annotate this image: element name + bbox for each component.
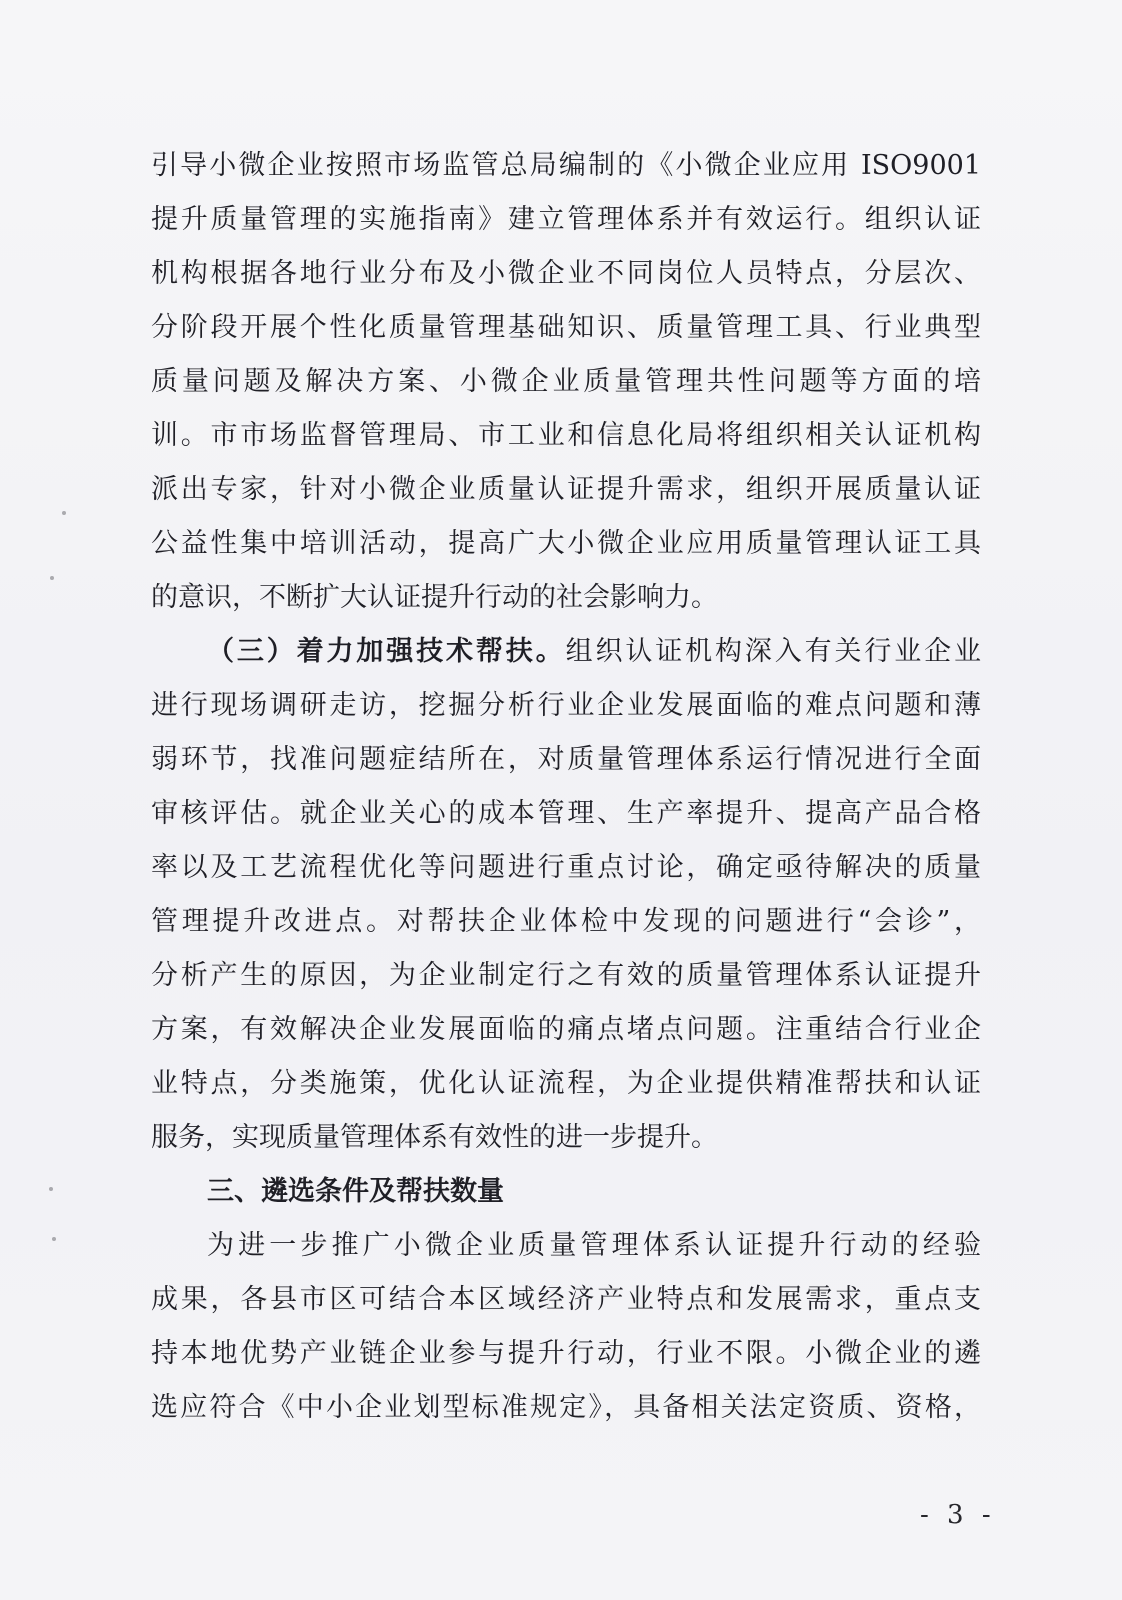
text-line: 选应符合《中小企业划型标准规定》，具备相关法定资质、资格， [151, 1392, 981, 1423]
scan-dot [50, 576, 54, 580]
section-3-heading: （三）着力加强技术帮扶。 [207, 636, 566, 667]
text-line: 进行现场调研走访，挖掘分析行业企业发展面临的难点问题和薄 [151, 690, 981, 721]
text-line: 率以及工艺流程优化等问题进行重点讨论，确定亟待解决的质量 [151, 852, 981, 883]
text-line: 成果，各县市区可结合本区域经济产业特点和发展需求，重点支 [151, 1284, 981, 1315]
text-line: 公益性集中培训活动，提高广大小微企业应用质量管理认证工具 [151, 528, 981, 559]
text-line: 的意识，不断扩大认证提升行动的社会影响力。 [151, 582, 718, 613]
text-line: 派出专家，针对小微企业质量认证提升需求，组织开展质量认证 [151, 474, 981, 505]
section-3-first-line-text: 组织认证机构深入有关行业企业 [565, 636, 982, 667]
text-line: 质量问题及解决方案、小微企业质量管理共性问题等方面的培 [151, 366, 981, 397]
page-number: - 3 - [920, 1500, 996, 1530]
scan-dot [62, 511, 66, 515]
section-3-first-line [151, 625, 981, 679]
body-text [151, 139, 981, 1435]
text-line: 分阶段开展个性化质量管理基础知识、质量管理工具、行业典型 [151, 312, 981, 343]
text-line: 机构根据各地行业分布及小微企业不同岗位人员特点，分层次、 [151, 258, 981, 289]
scan-dot [52, 1237, 56, 1241]
text-line: 持本地优势产业链企业参与提升行动，行业不限。小微企业的遴 [151, 1338, 981, 1369]
text-line: 方案，有效解决企业发展面临的痛点堵点问题。注重结合行业企 [151, 1014, 981, 1045]
text-line: 弱环节，找准问题症结所在，对质量管理体系运行情况进行全面 [151, 744, 981, 775]
text-line: 管理提升改进点。对帮扶企业体检中发现的问题进行“会诊”， [151, 906, 981, 937]
chapter-3-heading: 三、遴选条件及帮扶数量 [207, 1176, 504, 1207]
text-line: 训。市市场监督管理局、市工业和信息化局将组织相关认证机构 [151, 420, 981, 451]
scan-dot [49, 1187, 53, 1191]
text-line: 引导小微企业按照市场监管总局编制的《小微企业应用 ISO9001 [151, 150, 981, 181]
text-line: 服务，实现质量管理体系有效性的进一步提升。 [151, 1122, 718, 1153]
text-line: 为进一步推广小微企业质量管理体系认证提升行动的经验 [207, 1230, 981, 1261]
text-line: 审核评估。就企业关心的成本管理、生产率提升、提高产品合格 [151, 798, 981, 829]
text-line: 分析产生的原因，为企业制定行之有效的质量管理体系认证提升 [151, 960, 981, 991]
text-line: 业特点，分类施策，优化认证流程，为企业提供精准帮扶和认证 [151, 1068, 981, 1099]
text-line: 提升质量管理的实施指南》建立管理体系并有效运行。组织认证 [151, 204, 981, 235]
